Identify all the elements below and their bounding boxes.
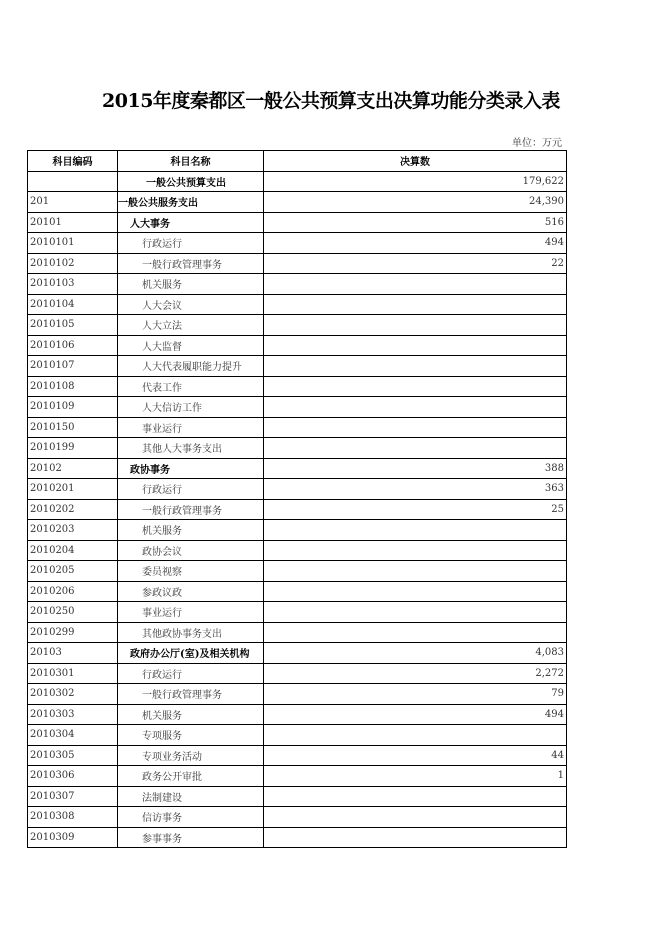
cell-value[interactable]: 4,083: [264, 643, 567, 664]
cell-code[interactable]: 2010305: [28, 745, 118, 766]
table-row: [28, 438, 567, 459]
cell-code[interactable]: 2010108: [28, 376, 118, 397]
table-row: [28, 335, 567, 356]
table-row: [28, 479, 567, 500]
cell-name[interactable]: 政务公开审批: [118, 766, 264, 787]
cell-name[interactable]: 一般行政管理事务: [118, 684, 264, 705]
cell-code[interactable]: 2010307: [28, 786, 118, 807]
cell-name[interactable]: 代表工作: [118, 376, 264, 397]
cell-name[interactable]: 一般行政管理事务: [118, 253, 264, 274]
cell-value[interactable]: 79: [264, 684, 567, 705]
cell-name[interactable]: 政府办公厅(室)及相关机构: [118, 643, 264, 664]
cell-value[interactable]: [264, 561, 567, 582]
cell-name[interactable]: 行政运行: [118, 663, 264, 684]
cell-code[interactable]: 20103: [28, 643, 118, 664]
cell-code[interactable]: 20101: [28, 212, 118, 233]
cell-code[interactable]: 2010202: [28, 499, 118, 520]
table-row: [28, 684, 567, 705]
table-row: [28, 827, 567, 848]
cell-name[interactable]: 政协会议: [118, 540, 264, 561]
table-row: [28, 499, 567, 520]
cell-name[interactable]: 人大监督: [118, 335, 264, 356]
table-row: [28, 233, 567, 254]
cell-name[interactable]: 行政运行: [118, 233, 264, 254]
cell-value[interactable]: [264, 622, 567, 643]
cell-value[interactable]: [264, 315, 567, 336]
cell-value[interactable]: 494: [264, 704, 567, 725]
cell-name[interactable]: 参事事务: [118, 827, 264, 848]
table-row: [28, 397, 567, 418]
page-title: 2015年度秦都区一般公共预算支出决算功能分类录入表: [102, 90, 560, 112]
cell-name[interactable]: 事业运行: [118, 417, 264, 438]
cell-value[interactable]: 25: [264, 499, 567, 520]
table-row: [28, 253, 567, 274]
cell-name[interactable]: 法制建设: [118, 786, 264, 807]
cell-code[interactable]: 2010201: [28, 479, 118, 500]
cell-name[interactable]: 事业运行: [118, 602, 264, 623]
cell-name[interactable]: 其他人大事务支出: [118, 438, 264, 459]
table-row: [28, 356, 567, 377]
cell-value[interactable]: [264, 725, 567, 746]
cell-code[interactable]: 2010109: [28, 397, 118, 418]
cell-name[interactable]: 专项服务: [118, 725, 264, 746]
cell-name[interactable]: 人大代表履职能力提升: [118, 356, 264, 377]
cell-value[interactable]: 179,622: [264, 171, 567, 192]
cell-code[interactable]: 2010206: [28, 581, 118, 602]
table-row: [28, 294, 567, 315]
header-value: 决算数: [264, 151, 567, 172]
cell-value[interactable]: [264, 540, 567, 561]
cell-code[interactable]: 2010309: [28, 827, 118, 848]
cell-code[interactable]: 2010102: [28, 253, 118, 274]
cell-name[interactable]: 一般公共服务支出: [118, 192, 264, 213]
cell-code[interactable]: 20102: [28, 458, 118, 479]
cell-value[interactable]: 388: [264, 458, 567, 479]
cell-code[interactable]: 2010199: [28, 438, 118, 459]
unit-label: 单位：万元: [512, 138, 562, 149]
budget-table: [27, 150, 567, 848]
cell-value[interactable]: [264, 376, 567, 397]
cell-value[interactable]: [264, 786, 567, 807]
cell-code[interactable]: 2010306: [28, 766, 118, 787]
table-row: [28, 171, 567, 192]
cell-code[interactable]: 2010250: [28, 602, 118, 623]
cell-value[interactable]: [264, 827, 567, 848]
table-row: [28, 663, 567, 684]
cell-value[interactable]: 363: [264, 479, 567, 500]
cell-code[interactable]: 201: [28, 192, 118, 213]
cell-value[interactable]: [264, 417, 567, 438]
cell-code[interactable]: 2010204: [28, 540, 118, 561]
table-row: [28, 561, 567, 582]
cell-name[interactable]: 一般公共预算支出: [118, 171, 264, 192]
cell-value[interactable]: [264, 438, 567, 459]
cell-value[interactable]: [264, 602, 567, 623]
cell-code[interactable]: 2010107: [28, 356, 118, 377]
cell-code[interactable]: 2010304: [28, 725, 118, 746]
cell-name[interactable]: 行政运行: [118, 479, 264, 500]
cell-code[interactable]: 2010105: [28, 315, 118, 336]
cell-name[interactable]: 人大会议: [118, 294, 264, 315]
cell-code[interactable]: 2010104: [28, 294, 118, 315]
table-row: [28, 376, 567, 397]
cell-value[interactable]: 24,390: [264, 192, 567, 213]
cell-value[interactable]: 44: [264, 745, 567, 766]
cell-name[interactable]: 其他政协事务支出: [118, 622, 264, 643]
cell-code[interactable]: 2010101: [28, 233, 118, 254]
table-row: [28, 745, 567, 766]
header-code: 科目编码: [28, 151, 118, 172]
cell-value[interactable]: [264, 294, 567, 315]
cell-name[interactable]: 信访事务: [118, 807, 264, 828]
table-row: [28, 622, 567, 643]
cell-code[interactable]: 2010301: [28, 663, 118, 684]
cell-code[interactable]: 2010150: [28, 417, 118, 438]
table-row: [28, 520, 567, 541]
cell-code[interactable]: 2010299: [28, 622, 118, 643]
cell-name[interactable]: 一般行政管理事务: [118, 499, 264, 520]
cell-name[interactable]: 参政议政: [118, 581, 264, 602]
cell-value[interactable]: [264, 335, 567, 356]
table-row: [28, 417, 567, 438]
table-row: [28, 212, 567, 233]
table-row: [28, 602, 567, 623]
cell-name[interactable]: 机关服务: [118, 274, 264, 295]
table-row: [28, 315, 567, 336]
cell-code[interactable]: 2010205: [28, 561, 118, 582]
cell-value[interactable]: [264, 520, 567, 541]
cell-value[interactable]: [264, 397, 567, 418]
cell-code[interactable]: [28, 171, 118, 192]
table-row: [28, 786, 567, 807]
cell-value[interactable]: [264, 356, 567, 377]
table-row: [28, 766, 567, 787]
cell-value[interactable]: 2,272: [264, 663, 567, 684]
cell-value[interactable]: 22: [264, 253, 567, 274]
cell-code[interactable]: 2010302: [28, 684, 118, 705]
cell-name[interactable]: 委员视察: [118, 561, 264, 582]
cell-name[interactable]: 机关服务: [118, 520, 264, 541]
cell-value[interactable]: 494: [264, 233, 567, 254]
cell-value[interactable]: 516: [264, 212, 567, 233]
cell-name[interactable]: 机关服务: [118, 704, 264, 725]
cell-name[interactable]: 人大信访工作: [118, 397, 264, 418]
cell-name[interactable]: 人大立法: [118, 315, 264, 336]
header-name: 科目名称: [118, 151, 264, 172]
cell-name[interactable]: 政协事务: [118, 458, 264, 479]
cell-value[interactable]: [264, 581, 567, 602]
cell-code[interactable]: 2010103: [28, 274, 118, 295]
cell-name[interactable]: 人大事务: [118, 212, 264, 233]
table-row: [28, 643, 567, 664]
cell-value[interactable]: [264, 274, 567, 295]
cell-name[interactable]: 专项业务活动: [118, 745, 264, 766]
cell-code[interactable]: 2010203: [28, 520, 118, 541]
table-header: [28, 151, 567, 172]
table-row: [28, 581, 567, 602]
table-row: [28, 725, 567, 746]
table-row: [28, 540, 567, 561]
table-row: [28, 274, 567, 295]
cell-code[interactable]: 2010106: [28, 335, 118, 356]
table-row: [28, 458, 567, 479]
cell-value[interactable]: [264, 807, 567, 828]
cell-code[interactable]: 2010303: [28, 704, 118, 725]
table-row: [28, 807, 567, 828]
table-row: [28, 192, 567, 213]
table-row: [28, 704, 567, 725]
cell-code[interactable]: 2010308: [28, 807, 118, 828]
cell-value[interactable]: 1: [264, 766, 567, 787]
